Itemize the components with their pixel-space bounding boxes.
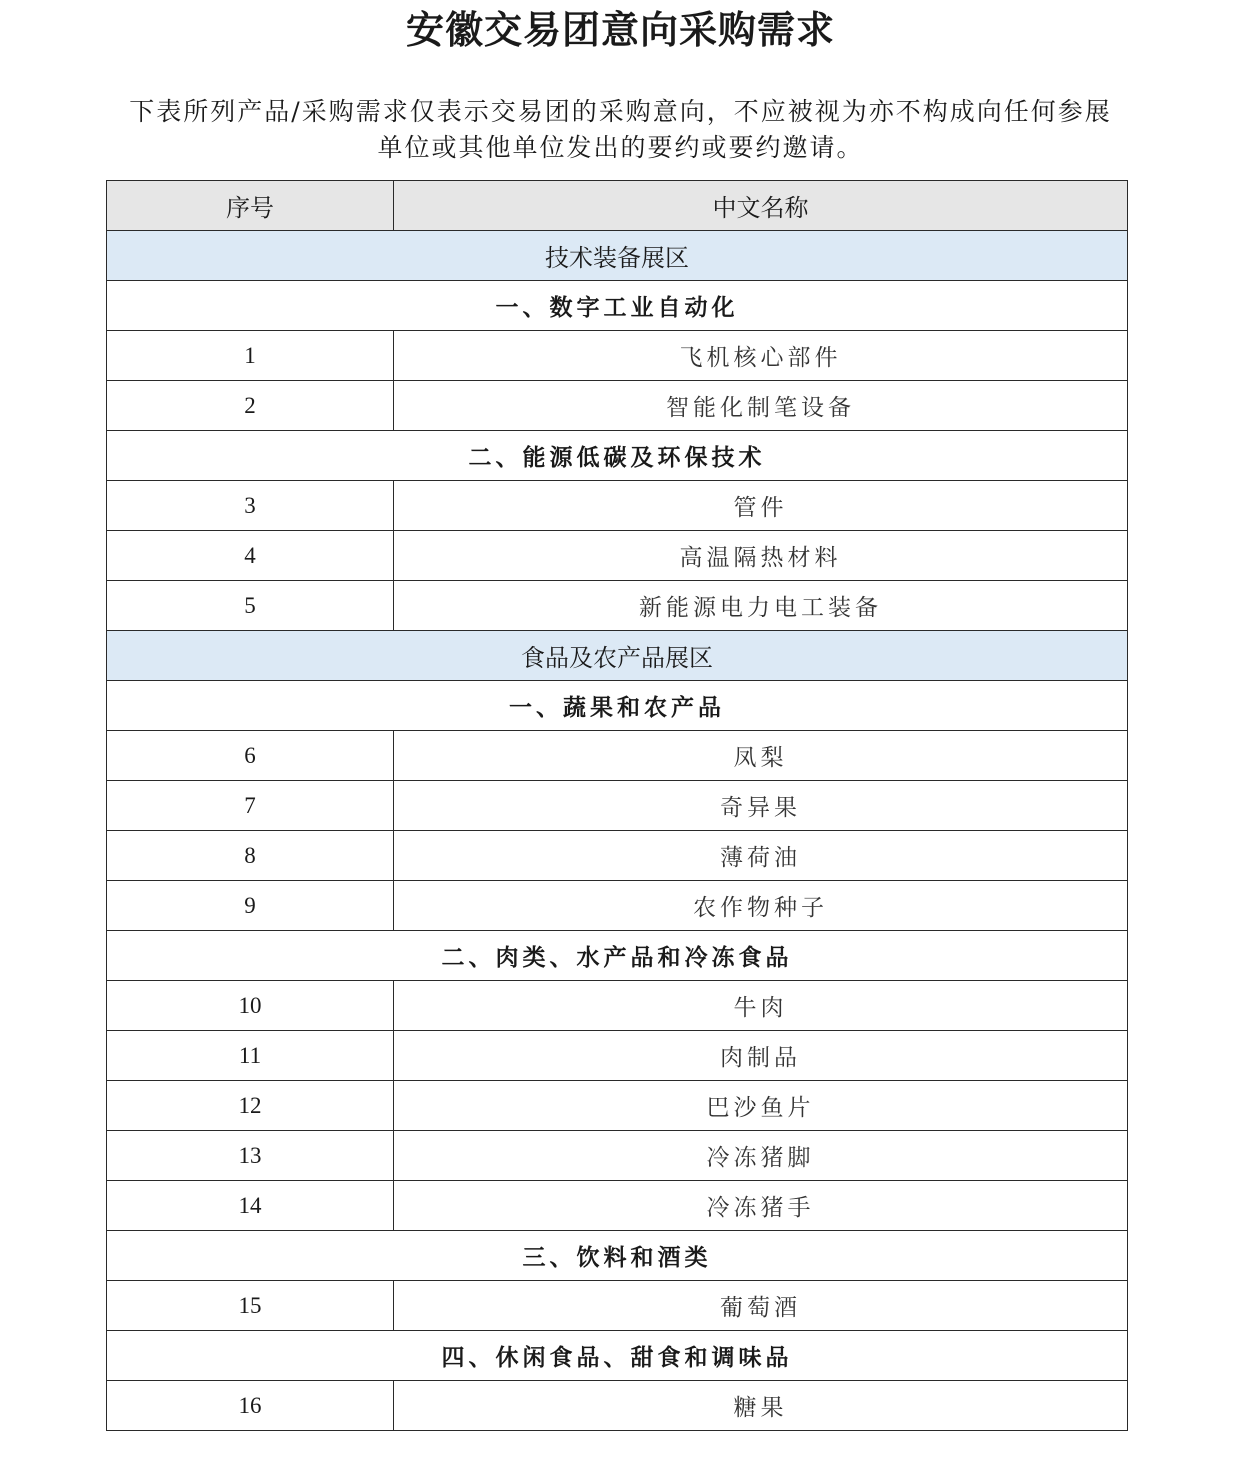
item-name: 肉制品 bbox=[394, 1031, 1128, 1081]
item-number: 1 bbox=[107, 331, 394, 381]
item-number: 3 bbox=[107, 481, 394, 531]
table-row bbox=[107, 1181, 1128, 1231]
item-number: 6 bbox=[107, 731, 394, 781]
column-header-number: 序号 bbox=[107, 181, 394, 231]
item-name: 冷冻猪脚 bbox=[394, 1131, 1128, 1181]
table-row bbox=[107, 381, 1128, 431]
table-row bbox=[107, 481, 1128, 531]
table-row bbox=[107, 981, 1128, 1031]
item-name: 奇异果 bbox=[394, 781, 1128, 831]
zone-header-row bbox=[107, 231, 1128, 281]
table-header-row bbox=[107, 181, 1128, 231]
table-row bbox=[107, 331, 1128, 381]
category-label: 一、蔬果和农产品 bbox=[107, 681, 1128, 731]
item-number: 15 bbox=[107, 1281, 394, 1331]
item-number: 2 bbox=[107, 381, 394, 431]
category-label: 二、肉类、水产品和冷冻食品 bbox=[107, 931, 1128, 981]
item-number: 16 bbox=[107, 1381, 394, 1431]
item-number: 8 bbox=[107, 831, 394, 881]
table-row bbox=[107, 531, 1128, 581]
item-name: 新能源电力电工装备 bbox=[394, 581, 1128, 631]
category-label: 四、休闲食品、甜食和调味品 bbox=[107, 1331, 1128, 1381]
item-name: 巴沙鱼片 bbox=[394, 1081, 1128, 1131]
table-row bbox=[107, 1031, 1128, 1081]
item-number: 7 bbox=[107, 781, 394, 831]
zone-label: 技术装备展区 bbox=[107, 231, 1128, 281]
zone-header-row bbox=[107, 631, 1128, 681]
item-name: 凤梨 bbox=[394, 731, 1128, 781]
disclaimer-line-2: 单位或其他单位发出的要约或要约邀请。 bbox=[377, 133, 864, 162]
item-name: 糖果 bbox=[394, 1381, 1128, 1431]
item-name: 冷冻猪手 bbox=[394, 1181, 1128, 1231]
category-label: 二、能源低碳及环保技术 bbox=[107, 431, 1128, 481]
table-row bbox=[107, 1381, 1128, 1431]
item-number: 14 bbox=[107, 1181, 394, 1231]
category-header-row bbox=[107, 1231, 1128, 1281]
disclaimer-notice bbox=[110, 94, 1131, 166]
category-label: 三、饮料和酒类 bbox=[107, 1231, 1128, 1281]
table-row bbox=[107, 1281, 1128, 1331]
table-row bbox=[107, 781, 1128, 831]
item-name: 高温隔热材料 bbox=[394, 531, 1128, 581]
item-name: 牛肉 bbox=[394, 981, 1128, 1031]
item-name: 葡萄酒 bbox=[394, 1281, 1128, 1331]
category-header-row bbox=[107, 681, 1128, 731]
item-number: 11 bbox=[107, 1031, 394, 1081]
zone-label: 食品及农产品展区 bbox=[107, 631, 1128, 681]
document-title: 安徽交易团意向采购需求 bbox=[405, 7, 835, 52]
category-header-row bbox=[107, 431, 1128, 481]
item-name: 农作物种子 bbox=[394, 881, 1128, 931]
category-label: 一、数字工业自动化 bbox=[107, 281, 1128, 331]
category-header-row bbox=[107, 1331, 1128, 1381]
table-row bbox=[107, 831, 1128, 881]
table-body bbox=[107, 231, 1128, 1431]
table-row bbox=[107, 1081, 1128, 1131]
item-name: 管件 bbox=[394, 481, 1128, 531]
table-row bbox=[107, 881, 1128, 931]
category-header-row bbox=[107, 931, 1128, 981]
item-number: 12 bbox=[107, 1081, 394, 1131]
table-row bbox=[107, 1131, 1128, 1181]
item-name: 智能化制笔设备 bbox=[394, 381, 1128, 431]
item-number: 9 bbox=[107, 881, 394, 931]
item-number: 4 bbox=[107, 531, 394, 581]
disclaimer-line-1: 下表所列产品/采购需求仅表示交易团的采购意向，不应被视为亦不构成向任何参展 bbox=[129, 97, 1112, 126]
table-row bbox=[107, 731, 1128, 781]
procurement-table bbox=[106, 180, 1128, 1431]
table-row bbox=[107, 581, 1128, 631]
category-header-row bbox=[107, 281, 1128, 331]
item-number: 13 bbox=[107, 1131, 394, 1181]
item-number: 10 bbox=[107, 981, 394, 1031]
item-name: 飞机核心部件 bbox=[394, 331, 1128, 381]
item-number: 5 bbox=[107, 581, 394, 631]
column-header-name: 中文名称 bbox=[394, 181, 1128, 231]
item-name: 薄荷油 bbox=[394, 831, 1128, 881]
